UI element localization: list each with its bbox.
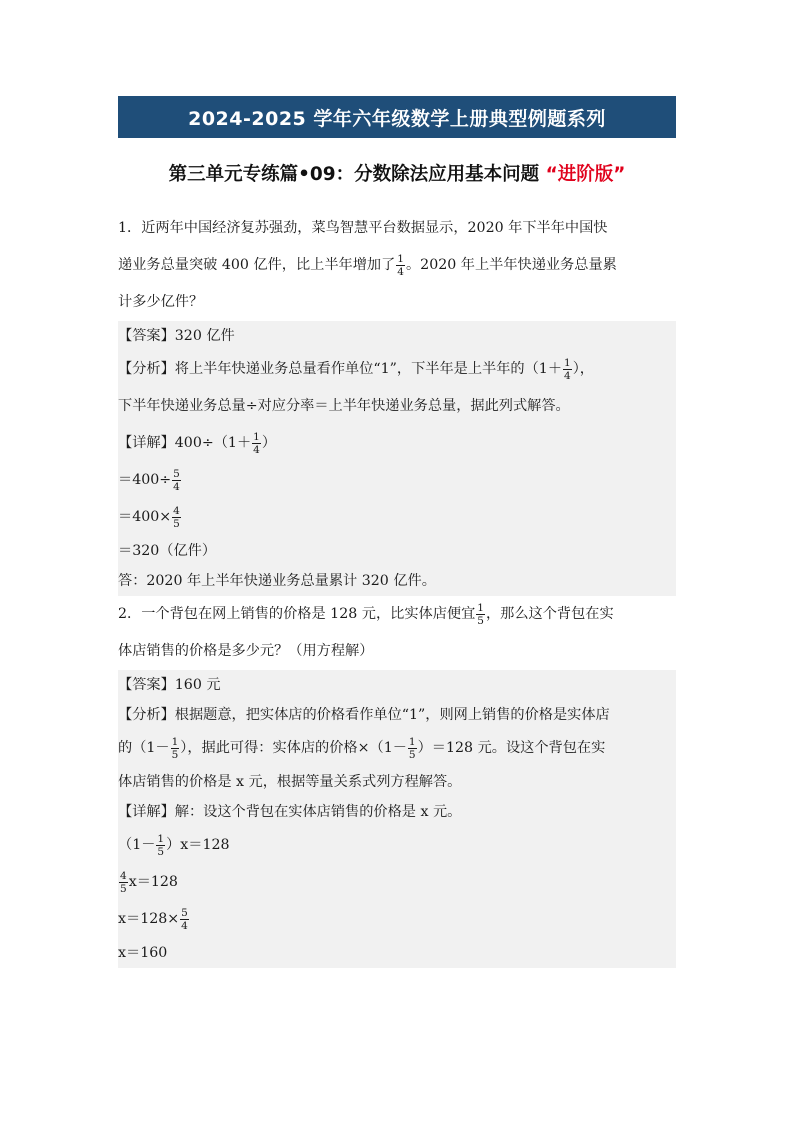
q2-eq3: x＝128× $\frac{5}{4}$ — [118, 906, 188, 932]
q1-solution — [118, 321, 676, 596]
q1-final: 答：2020 年上半年快递业务总量累计 320 亿件。 — [118, 573, 436, 589]
q2-line2: 体店销售的价格是多少元？（用方程解） — [118, 643, 374, 659]
subtitle-main: 第三单元专练篇•09：分数除法应用基本问题 — [168, 164, 540, 185]
q1-line3: 计多少亿件？ — [118, 294, 204, 310]
q2-eq4: x＝160 — [118, 945, 168, 961]
fraction: $\frac{1}{4}$ — [564, 356, 571, 382]
fraction: $\frac{5}{4}$ — [181, 906, 188, 932]
fraction: $\frac{1}{5}$ — [171, 735, 179, 761]
q2-analysis-line2: 的（1－ $\frac{1}{5}$ ），据此可得：实体店的价格×（1－ $\frac{1}{5}$ ）＝128 元。设这个背包在实 — [118, 735, 606, 761]
q2-solution — [118, 670, 676, 968]
q2-analysis-line1: 【分析】根据题意，把实体店的价格看作单位“1”，则网上销售的价格是实体店 — [118, 707, 610, 723]
fraction: $\frac{1}{5}$ — [477, 601, 484, 627]
q2-eq2: $\frac{4}{5}$ x＝128 — [120, 869, 178, 895]
fraction: $\frac{1}{5}$ — [408, 735, 416, 761]
subtitle-tag: “进阶版” — [545, 164, 626, 185]
q1-analysis: 【分析】将上半年快递业务总量看作单位“1”，下半年是上半年的（1＋ $\frac{1}{4}$ ）， — [118, 356, 594, 382]
banner-title: 2024-2025 学年六年级数学上册典型例题系列 — [188, 107, 606, 130]
q1-answer: 【答案】320 亿件 — [118, 328, 235, 344]
q1-step2: ＝400× $\frac{4}{5}$ — [118, 504, 180, 530]
fraction: $\frac{5}{4}$ — [173, 467, 180, 493]
q2-analysis-line3: 体店销售的价格是 x 元，根据等量关系式列方程解答。 — [118, 774, 462, 790]
q1-step3: ＝320（亿件） — [118, 543, 217, 559]
header-banner — [118, 96, 676, 138]
q2-eq1: （1－ $\frac{1}{5}$ ）x＝128 — [118, 832, 230, 858]
q2-answer: 【答案】160 元 — [118, 677, 221, 693]
fraction: $\frac{1}{5}$ — [157, 832, 165, 858]
q1-analysis-line2: 下半年快递业务总量÷对应分率＝上半年快递业务总量，据此列式解答。 — [118, 398, 570, 414]
q1-line1: 1．近两年中国经济复苏强劲，菜鸟智慧平台数据显示，2020 年下半年中国快 — [118, 220, 608, 236]
fraction: $\frac{1}{4}$ — [253, 430, 260, 456]
fraction: $\frac{4}{5}$ — [173, 504, 180, 530]
fraction: $\frac{4}{5}$ — [120, 869, 127, 895]
q2-line1: 2．一个背包在网上销售的价格是 128 元，比实体店便宜 $\frac{1}{5}$ ，那么这个背包在实 — [118, 601, 614, 627]
q2-detail: 【详解】解：设这个背包在实体店销售的价格是 x 元。 — [118, 804, 462, 820]
q1-line2: 递业务总量突破 400 亿件，比上半年增加了 $\frac{1}{4}$ 。2020 年上半年快递业务总量累 — [118, 252, 617, 278]
q1-detail: 【详解】400÷（1＋ $\frac{1}{4}$ ） — [118, 430, 277, 456]
q1-step1: ＝400÷ $\frac{5}{4}$ — [118, 467, 180, 493]
content — [118, 210, 676, 968]
fraction: $\frac{1}{4}$ — [397, 252, 404, 278]
subtitle — [118, 160, 676, 186]
